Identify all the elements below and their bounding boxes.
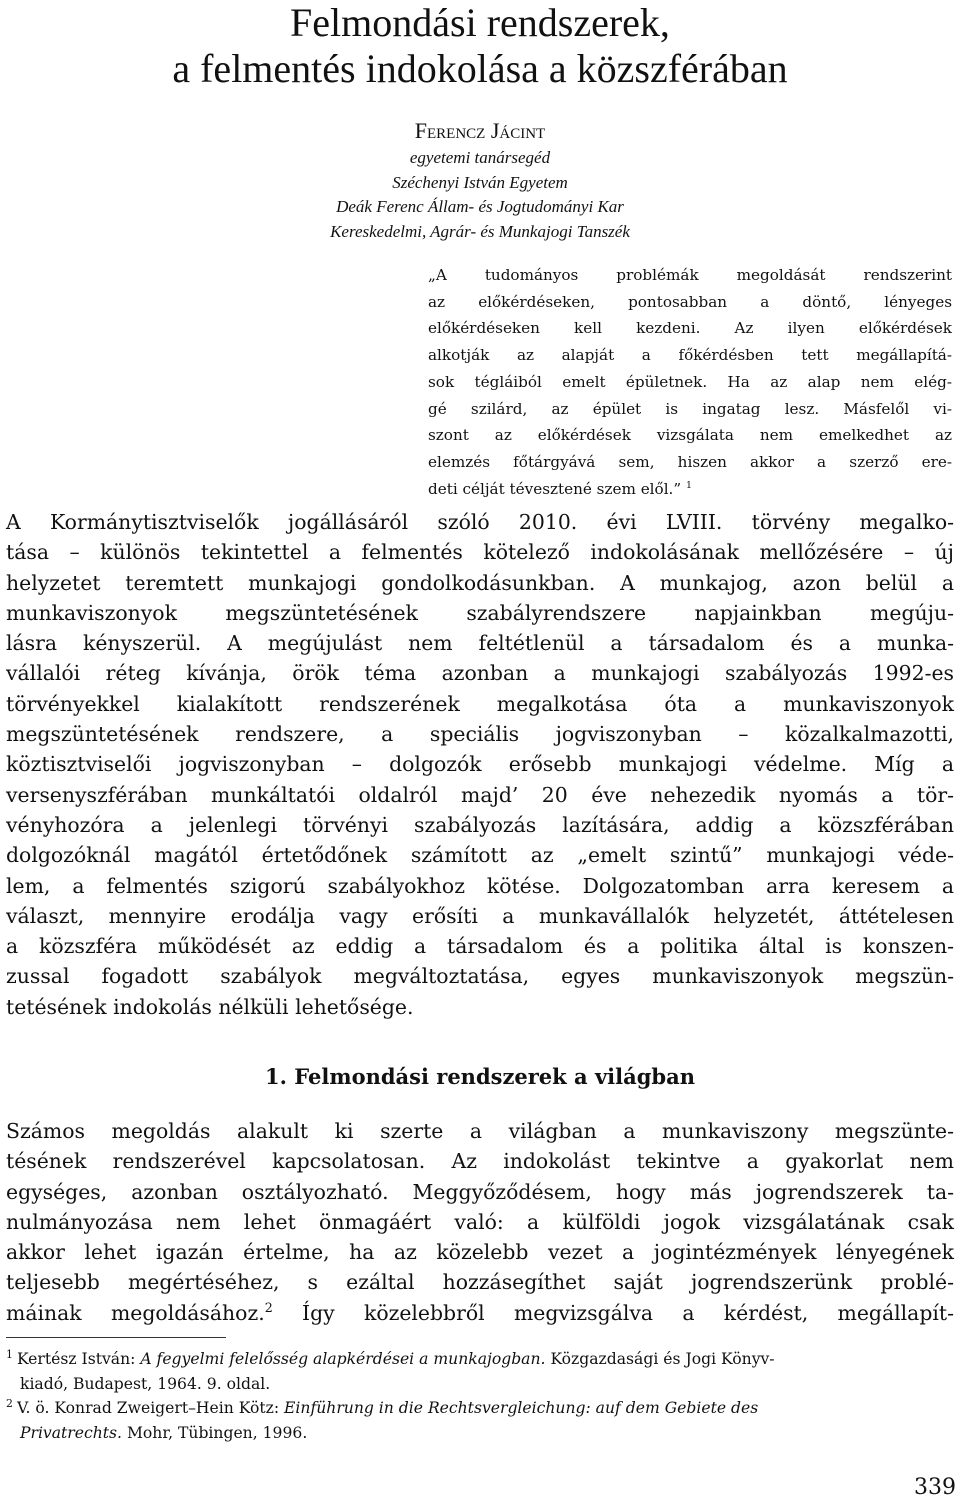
section-line: teljesebb megértéséhez, s ezáltal hozzásegíthet saját jogrendszerünk problé-	[6, 1270, 954, 1295]
epigraph-line: szont az előkérdések vizsgálata nem emelkedhet az	[428, 426, 952, 445]
footnote-work-title: Einführung in die Rechtsvergleichung: auf dem Gebiete des	[284, 1399, 759, 1417]
section-line: Számos megoldás alakult ki szerte a világban a munkaviszony megszünte-	[6, 1119, 954, 1143]
footnote-line	[6, 1421, 956, 1446]
footnote-work-title-cont: Privatrechts.	[20, 1423, 122, 1442]
intro-line: vényhozóra a jelenlegi törvényi szabályozás lazítására, addig a közszférában	[6, 812, 954, 837]
footnote-ref-2[interactable]: 2	[264, 1299, 273, 1315]
footnote-divider	[6, 1337, 226, 1338]
epigraph-line: előkérdéseken kell kezdeni. Az ilyen előkérdések	[428, 319, 952, 338]
footnote-line	[6, 1347, 956, 1372]
intro-line: munkaviszonyok megszüntetésének szabályrendszere napjainkban megúju-	[6, 600, 954, 625]
section-line: egységes, azonban osztályozható. Meggyőződésem, hogy más jogrendszerek ta-	[6, 1179, 954, 1204]
section-line-end: Így közelebbről megvizsgálva a kérdést, megállapít-	[272, 1300, 955, 1325]
intro-line: versenyszférában munkáltatói oldalról majd’ 20 éve nehezedik nyomás a tör-	[6, 782, 954, 807]
author-name: Ferencz Jácint	[414, 118, 546, 143]
intro-line: lem, a felmentés szigorú szabályokhoz kötése. Dolgozatomban arra keresem a	[6, 873, 954, 898]
section-line: nulmányozása nem lehet önmagáért való: a külföldi jogok vizsgálatának csak	[6, 1209, 954, 1234]
intro-line: a közszféra működését az eddig a társadalom és a politika által is konszen-	[6, 934, 954, 959]
affiliation-position: egyetemi tanársegéd	[409, 148, 551, 167]
footnote-1	[6, 1347, 956, 1396]
intro-line: törvényekkel kialakított rendszerének megalkotása óta a munkaviszonyok	[6, 691, 954, 716]
intro-paragraph	[6, 507, 954, 1022]
affiliation-faculty: Deák Ferenc Állam- és Jogtudományi Kar	[336, 197, 624, 216]
footnote-2	[6, 1396, 956, 1445]
footnote-number: 1	[6, 1347, 13, 1361]
section-heading: 1. Felmondási rendszerek a világban	[265, 1064, 695, 1089]
epigraph-line-text: deti célját tévesztené szem elől.”	[428, 479, 682, 498]
intro-line: megszüntetésének rendszere, a speciális jogviszonyban – közalkalmazotti,	[6, 722, 954, 747]
author-block	[0, 118, 960, 145]
epigraph-line: az előkérdéseken, pontosabban a döntő, lényeges	[428, 292, 952, 311]
footnote-publisher: Mohr, Tübingen, 1996.	[122, 1423, 308, 1442]
epigraph-quote	[428, 262, 952, 502]
intro-line: zussal fogadott szabályok megváltoztatása, egyes munkaviszonyok megszün-	[6, 964, 954, 989]
epigraph-line: elemzés főtárgyává sem, hiszen akkor a szerző ere-	[428, 452, 952, 471]
title-line-1: Felmondási rendszerek,	[290, 0, 670, 45]
section-last-line	[6, 1298, 954, 1328]
section-line-start: máinak megoldásához.	[6, 1300, 265, 1325]
section-line: tésének rendszerével kapcsolatosan. Az indokolást tekintve a gyakorlat nem	[6, 1149, 954, 1174]
intro-line: vállalói réteg kívánja, örök téma azonban a munkajogi szabályozás 1992-es	[6, 661, 954, 686]
epigraph-line: sok tégláiból emelt épületnek. Ha az alap nem elég-	[428, 372, 952, 391]
paper-title	[0, 0, 960, 92]
page-number: 339	[914, 1475, 956, 1500]
intro-line: lásra kényszerül. A megújulást nem feltétlenül a társadalom és a munka-	[6, 631, 954, 656]
footnote-ref-1[interactable]: 1	[685, 479, 692, 491]
footnote-author: V. ö. Konrad Zweigert–Hein Kötz:	[16, 1399, 285, 1417]
epigraph-line: „A tudományos problémák megoldását rendszerint	[428, 266, 952, 284]
intro-line: tetésének indokolás nélküli lehetősége.	[6, 994, 414, 1019]
intro-line: tása – különös tekintettel a felmentés kötelező indokolásának mellőzésére – új	[6, 540, 954, 565]
section-line: akkor lehet igazán értelme, ha az közelebb vezet a jogintézmények lényegének	[6, 1240, 954, 1265]
intro-line: köztisztviselői jogviszonyban – dolgozók erősebb munkajogi védelme. Míg a	[6, 752, 954, 777]
epigraph-line: alkotják az alapját a főkérdésben tett megállapítá-	[428, 346, 952, 365]
footnote-author: Kertész István:	[16, 1350, 141, 1368]
intro-line: helyzetet teremtett munkajogi gondolkodásunkban. A munkajog, azon belül a	[6, 570, 954, 595]
affiliation-department: Kereskedelmi, Agrár- és Munkajogi Tanszék	[330, 221, 630, 241]
intro-line: A Kormánytisztviselők jogállásáról szóló 2010. évi LVIII. törvény megalko-	[6, 510, 954, 534]
footnote-work-title: A fegyelmi felelősség alapkérdései a munkajogban.	[140, 1350, 546, 1368]
epigraph-line: gé szilárd, az épület is ingatag lesz. Másfelől vi-	[428, 399, 952, 418]
intro-line: dolgozóknál magától értetődőnek számított az „emelt szintű” munkajogi véde-	[6, 843, 954, 868]
footnote-publisher: Közgazdasági és Jogi Könyv-	[545, 1350, 775, 1368]
footnote-line: kiadó, Budapest, 1964. 9. oldal.	[20, 1374, 271, 1393]
author-affiliation	[0, 146, 960, 244]
affiliation-university: Széchenyi István Egyetem	[392, 172, 568, 192]
footnotes	[6, 1347, 956, 1445]
footnote-number: 2	[6, 1396, 13, 1410]
section-paragraph	[6, 1116, 954, 1328]
title-line-2: a felmentés indokolása a közszférában	[172, 46, 788, 91]
intro-line: választ, mennyire erodálja vagy erősíti a munkavállalók helyzetét, áttételesen	[6, 903, 954, 928]
footnote-line	[6, 1396, 956, 1421]
epigraph-last-line	[428, 476, 952, 503]
